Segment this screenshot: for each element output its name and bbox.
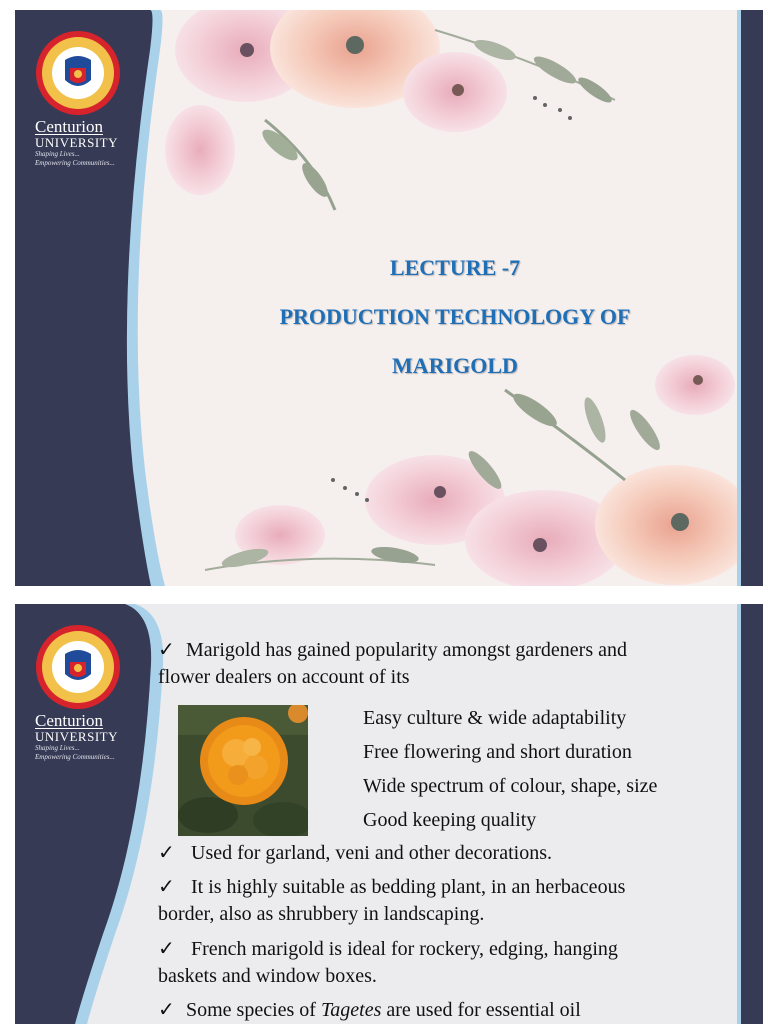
check-icon: ✓ [158,639,175,661]
bullet-oil-suffix: are used for essential oil [381,999,581,1021]
check-icon: ✓ [158,876,175,898]
feature-item: Easy culture & wide adaptability [363,707,627,729]
feature-item: Wide spectrum of colour, shape, size [363,775,658,797]
feature-item: Free flowering and short duration [363,741,632,763]
brand-name-line1: Centurion [35,711,103,730]
right-edge-band [741,604,763,1024]
bullet-oil-italic: Tagetes [320,999,382,1021]
floral-decoration [15,10,763,586]
features-list [363,701,657,837]
brand-tagline2: Empowering Communities... [35,159,115,167]
bullet-french-line2: baskets and window boxes. [158,965,377,987]
slide-title [15,10,763,586]
bullet-popularity-line1: Marigold has gained popularity amongst gardeners and [186,639,627,661]
slide-introduction [15,604,763,1024]
check-icon: ✓ [158,938,175,960]
brand-name-line1: Centurion [35,117,103,136]
feature-item: Good keeping quality [363,809,537,831]
lecture-title-line2: MARIGOLD [392,353,518,378]
bullet-essential-oil [158,997,738,1024]
university-logo-icon [35,30,121,116]
bullet-french-line1: French marigold is ideal for rockery, edging, hanging [191,938,618,960]
check-icon: ✓ [158,842,175,864]
university-logo-icon [35,624,121,710]
brand-tagline1: Shaping Lives... [35,150,80,158]
brand-tagline1: Shaping Lives... [35,744,80,752]
university-brand [35,118,118,168]
bullet-bedding-line1: It is highly suitable as bedding plant, in an herbaceous [191,876,626,898]
bullet-garland-text: Used for garland, veni and other decorations. [191,842,552,864]
right-edge-band [741,10,763,586]
lecture-number: LECTURE -7 [389,255,521,280]
bullet-french-marigold [158,936,738,990]
lecture-title-line1: PRODUCTION TECHNOLOGY OF [279,304,631,329]
bullet-garland [158,840,738,867]
marigold-flower-image [178,705,308,836]
bullet-popularity-line2: flower dealers on account of its [158,666,410,688]
brand-name-line2: UNIVERSITY [35,729,118,744]
brand-name-line2: UNIVERSITY [35,135,118,150]
bullet-oil-prefix: Some species of [186,999,321,1021]
bullet-bedding-line2: border, also as shrubbery in landscaping. [158,903,485,925]
bullet-bedding [158,874,738,928]
check-icon: ✓ [158,999,175,1021]
bullet-popularity [158,637,738,691]
brand-tagline2: Empowering Communities... [35,753,115,761]
university-brand [35,712,118,762]
